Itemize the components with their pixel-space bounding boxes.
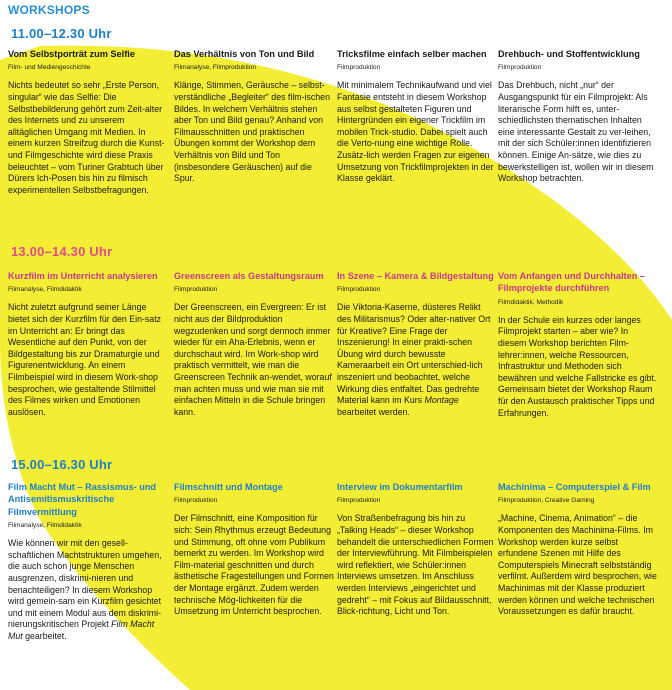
workshop-category: Film- und Mediengeschichte — [8, 64, 91, 72]
workshop-description: Nicht zuletzt aufgrund seiner Länge bietet sich der Kurzfilm für den Ein-satz im Unterricht an: Er bringt das Wesentliche auf den Punkt, von der Bildgestaltung bis zur Dramaturgie und Figurenentwicklung. An einem Filmbeispiel wird in diesem Work-shop besprochen, wie gestaltende Stilmittel des Filmes wirken und Emotionen auslösen. — [8, 302, 162, 417]
description-text: bearbeitet werden. — [337, 406, 410, 417]
workshop-title: Interview im Dokumentarfilm — [337, 482, 463, 492]
workshop-category: Filmanalyse, Filmproduktion — [174, 64, 257, 72]
workshop-title: Machinima – Computerspiel & Film — [498, 482, 651, 492]
workshop-card — [498, 481, 658, 618]
workshop-description: Von Straßenbefragung bis hin zu „Talking Heads“ – dieser Workshop behandelt die unterschiedlichen Formen der Interviewführung. Mit Filmbeispielen wird reflektiert, wie Schüler:innen Interviews umsetzen. Im Anschluss werden Interviews „eingerichtet und gedreht“ – mit Fokus auf Bildausschnitt, Blick-richtung, Licht und Ton. — [337, 513, 494, 617]
workshop-title: Vom Selbstporträt zum Selfie — [8, 49, 135, 59]
workshop-card — [498, 270, 658, 419]
workshop-card — [174, 270, 334, 418]
workshop-card — [174, 481, 334, 618]
workshop-card — [337, 270, 497, 418]
workshop-card — [337, 481, 497, 618]
workshop-category: Filmanalyse, Filmdidaktik — [8, 522, 82, 530]
workshop-category: Filmproduktion — [337, 497, 381, 505]
workshop-category: Filmproduktion — [337, 286, 381, 294]
workshop-description — [8, 538, 168, 642]
description-emphasis: Film Macht Mut — [8, 619, 155, 641]
workshop-description: Das Drehbuch, nicht „nur“ der Ausgangspunkt für ein Filmprojekt: Als literarische Form hilft es, unter-schiedlichsten thematischen Inhalten eine interessante Gestalt zu ver-leihen, mit der sich Schüler:innen identifizieren können. Einige An-sätze, wie dies zu bewerkstelligen ist, wollen wir in diesem Workshop betrachten. — [498, 80, 654, 184]
workshop-card — [337, 48, 497, 185]
workshop-title: Greenscreen als Gestaltungsraum — [174, 271, 324, 281]
workshop-title: Tricksfilme einfach selber machen — [337, 49, 487, 59]
workshop-card — [174, 48, 334, 185]
workshop-card — [8, 48, 168, 196]
workshop-description: Klänge, Stimmen, Geräusche – selbst-verständliche „Begleiter“ des film-ischen Bildes. In welchem Verhältnis stehen aber Ton und Bild genau? Anhand von Filmausschnitten und praktischen Übungen kommt der Workshop dem Verhältnis von Bild und Ton (insbesondere Geräuschen) auf die Spur. — [174, 80, 330, 184]
workshop-category: Filmanalyse, Filmdidaktik — [8, 286, 82, 294]
description-text: Wie können wir mit den gesell-schaftlichen Machtstrukturen umgehen, die auch schon junge Menschen ausgrenzen, diskrimi-nieren und benachteiligen? In diesem Workshop wird gemein-sam ein Kurzfilm gesichtet und mit einem Modul aus dem diskrimi-nierungskritischen Projekt — [8, 538, 162, 630]
description-text: gearbeitet. — [22, 630, 67, 641]
workshops-heading: WORKSHOPS — [8, 3, 90, 17]
workshop-title: Kurzfilm im Unterricht analysieren — [8, 271, 158, 281]
workshop-category: Filmproduktion, Creative Gaming — [498, 497, 595, 505]
workshop-description — [337, 302, 497, 418]
time-slot-afternoon: 15.00–16.30 Uhr — [11, 457, 113, 472]
workshop-category: Filmdidaktik, Methodik — [498, 298, 564, 306]
workshop-title: Filmschnitt und Montage — [174, 482, 283, 492]
workshop-title: Film Macht Mut – Rassismus- und Antisemitismuskritische Filmvermittlung — [8, 482, 157, 517]
workshop-category: Filmproduktion — [498, 64, 542, 72]
workshop-title: Drehbuch- und Stoffentwicklung — [498, 49, 640, 59]
workshop-description: In der Schule ein kurzes oder langes Filmprojekt starten – aber wie? In diesem Workshop berichten Film-lehrer:innen, welche Ressourcen, Infrastruktur und Methoden sich bewähren und welche Fallstricke es gibt. Gemeinsam bietet der Workshop Raum für den Austausch praktischer Tipps und Erfahrungen. — [498, 314, 657, 418]
time-slot-morning: 11.00–12.30 Uhr — [11, 26, 112, 41]
workshop-category: Filmproduktion — [174, 497, 218, 505]
workshop-title: Das Verhältnis von Ton und Bild — [174, 49, 315, 59]
workshop-card — [498, 48, 658, 185]
workshop-description: Der Filmschnitt, eine Komposition für sich: Sein Rhythmus erzeugt Bedeutung und Stimmung, oft ohne vom Publikum bemerkt zu werden. Im Workshop wird Film-material geschnitten und durch ästhetische Fragestellungen und Formen der Montage ergänzt. Zudem werden technische Mög-lichkeiten für die Umsetzung im Unterricht besprochen. — [174, 513, 334, 617]
workshop-category: Filmproduktion — [174, 286, 218, 294]
time-slot-midday: 13.00–14.30 Uhr — [11, 244, 113, 259]
description-emphasis: Montage — [424, 395, 459, 406]
workshop-description: „Machine, Cinema, Animation“ – die Komponenten des Machinima-Films. Im Workshop werden kurze selbst erfundene Szenen mit Hilfe des Computerspiels Minecraft selbstständig verfilmt. Außerdem wird besprochen, wie Machinimas mit der Klasse produziert werden können und welche technischen Voraussetzungen es dafür braucht. — [498, 513, 657, 617]
description-text: Die Viktoria-Kaserne, düsteres Relikt des Militarismus? Oder alter-nativer Ort für Kreative? Eine Frage der Inszenierung! In einer prakti-schen Übung wird durch bewusste Kameraarbeit ein Ort unterschied-lich inszeniert und beobachtet, welche Wirkung dies entfaltet. Das gedrehte Material kann im Kurs — [337, 302, 491, 406]
workshop-description: Mit minimalem Technikaufwand und viel Fantasie entsteht in diesem Workshop aus selbst gestalteten Figuren und Hintergründen ein eigener Trickfilm im mobilen Trick-studio. Dabei spielt auch die Verto-nung eine wichtige Rolle. Zusätz-lich werden Fragen zur eigenen Umsetzung von Trickfilmprojekten in der Klasse geklärt. — [337, 80, 494, 184]
workshop-description: Nichts bedeutet so sehr „Erste Person, singular“ wie das Selfie: Die Selbstbebilderung gehört zum Zeit-alter des Internets und zu unserem alltäglichen Umgang mit Medien. In einem kurzen Streifzug durch die Kunst- und Filmgeschichte wird diese Praxis beleuchtet – vom Turiner Grabtuch über Dürers Ich-Posen bis hin zu filmisch experimentellen Selbstbefragungen. — [8, 80, 165, 195]
workshop-card — [8, 270, 168, 418]
workshop-card — [8, 481, 168, 643]
workshop-description: Der Greenscreen, ein Evergreen: Er ist nicht aus der Bildproduktion wegzudenken und sorgt dennoch immer wieder für ein Aha-Erlebnis, wenn er durchschaut wird. Im Work-shop wird praktisch vermittelt, wie man die Greenscreen Technik an-wendet, worauf man achten muss und wie man sie mit einfachen Mitteln in die Schule bringen kann. — [174, 302, 332, 417]
workshop-title: Vom Anfangen und Durchhalten – Filmprojekte durchführen — [498, 271, 646, 294]
workshop-category: Filmproduktion — [337, 64, 381, 72]
workshop-title: In Szene – Kamera & Bildgestaltung — [337, 271, 494, 281]
